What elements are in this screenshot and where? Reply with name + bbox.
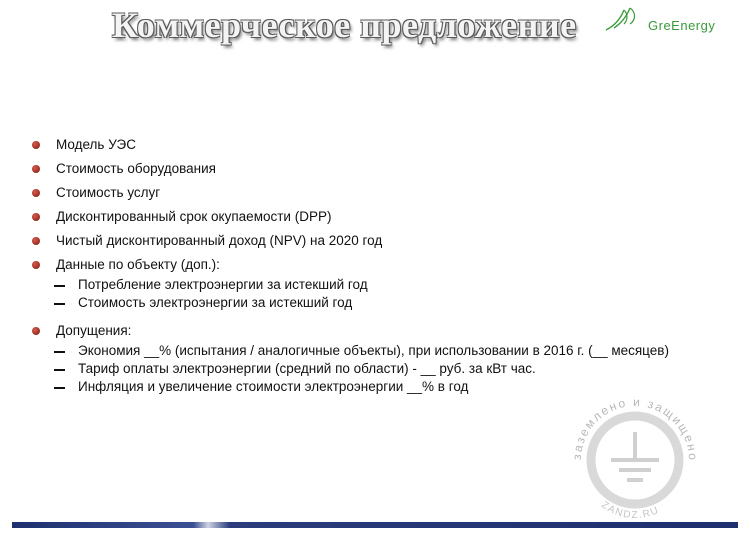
dash-icon: [54, 303, 65, 305]
list-item-label: Данные по объекту (доп.):: [56, 257, 220, 272]
sub-item-label: Экономия __% (испытания / аналогичные объекты), при использовании в 2016 г. (__ месяцев): [78, 343, 669, 358]
leaf-logo-icon: [604, 4, 652, 34]
list-item: [30, 136, 730, 154]
list-group-assumptions: [30, 322, 730, 396]
bullet-icon: [32, 237, 40, 245]
list-item-label: Чистый дисконтированный доход (NPV) на 2020 год: [56, 233, 383, 248]
list-item: [30, 232, 730, 250]
bullet-icon: [32, 165, 40, 173]
bullet-list: [30, 136, 730, 402]
page-title: Коммерческое предложение: [112, 5, 577, 45]
list-item: [30, 160, 730, 178]
list-item-label: Стоимость оборудования: [56, 161, 216, 176]
sub-item-label: Инфляция и увеличение стоимости электроэнергии __% в год: [78, 379, 469, 394]
bullet-icon: [32, 141, 40, 149]
list-item: [30, 208, 730, 226]
sub-item: [30, 342, 730, 360]
list-item-label: Стоимость услуг: [56, 185, 161, 200]
watermark: [565, 388, 705, 523]
dash-icon: [54, 285, 65, 287]
company-logo: [604, 4, 744, 44]
bullet-icon: [32, 261, 40, 269]
list-group-object-data: [30, 256, 730, 312]
logo-text: GreEnergy: [648, 18, 716, 33]
sub-item: [30, 276, 730, 294]
ground-symbol-icon: [611, 432, 659, 480]
list-item: [30, 322, 730, 340]
list-item: [30, 184, 730, 202]
dash-icon: [54, 351, 65, 353]
footer-bar: [12, 522, 738, 528]
dash-icon: [54, 387, 65, 389]
dash-icon: [54, 369, 65, 371]
bullet-icon: [32, 189, 40, 197]
bullet-icon: [32, 213, 40, 221]
sub-item-label: Стоимость электроэнергии за истекший год: [78, 295, 353, 310]
list-item-label: Допущения:: [56, 323, 132, 338]
bullet-icon: [32, 327, 40, 335]
watermark-bottom-text: ZANDZ.RU: [599, 499, 662, 518]
list-item: [30, 256, 730, 274]
sub-item-label: Потребление электроэнергии за истекший год: [78, 277, 368, 292]
sub-item: [30, 360, 730, 378]
watermark-graphic: [565, 388, 705, 518]
list-item-label: Модель УЭС: [56, 137, 136, 152]
sub-item: [30, 294, 730, 312]
list-item-label: Дисконтированный срок окупаемости (DPP): [56, 209, 332, 224]
sub-item-label: Тариф оплаты электроэнергии (средний по области) - __ руб. за кВт час.: [78, 361, 536, 376]
watermark-top-text: заземлено и защищено: [569, 394, 701, 463]
